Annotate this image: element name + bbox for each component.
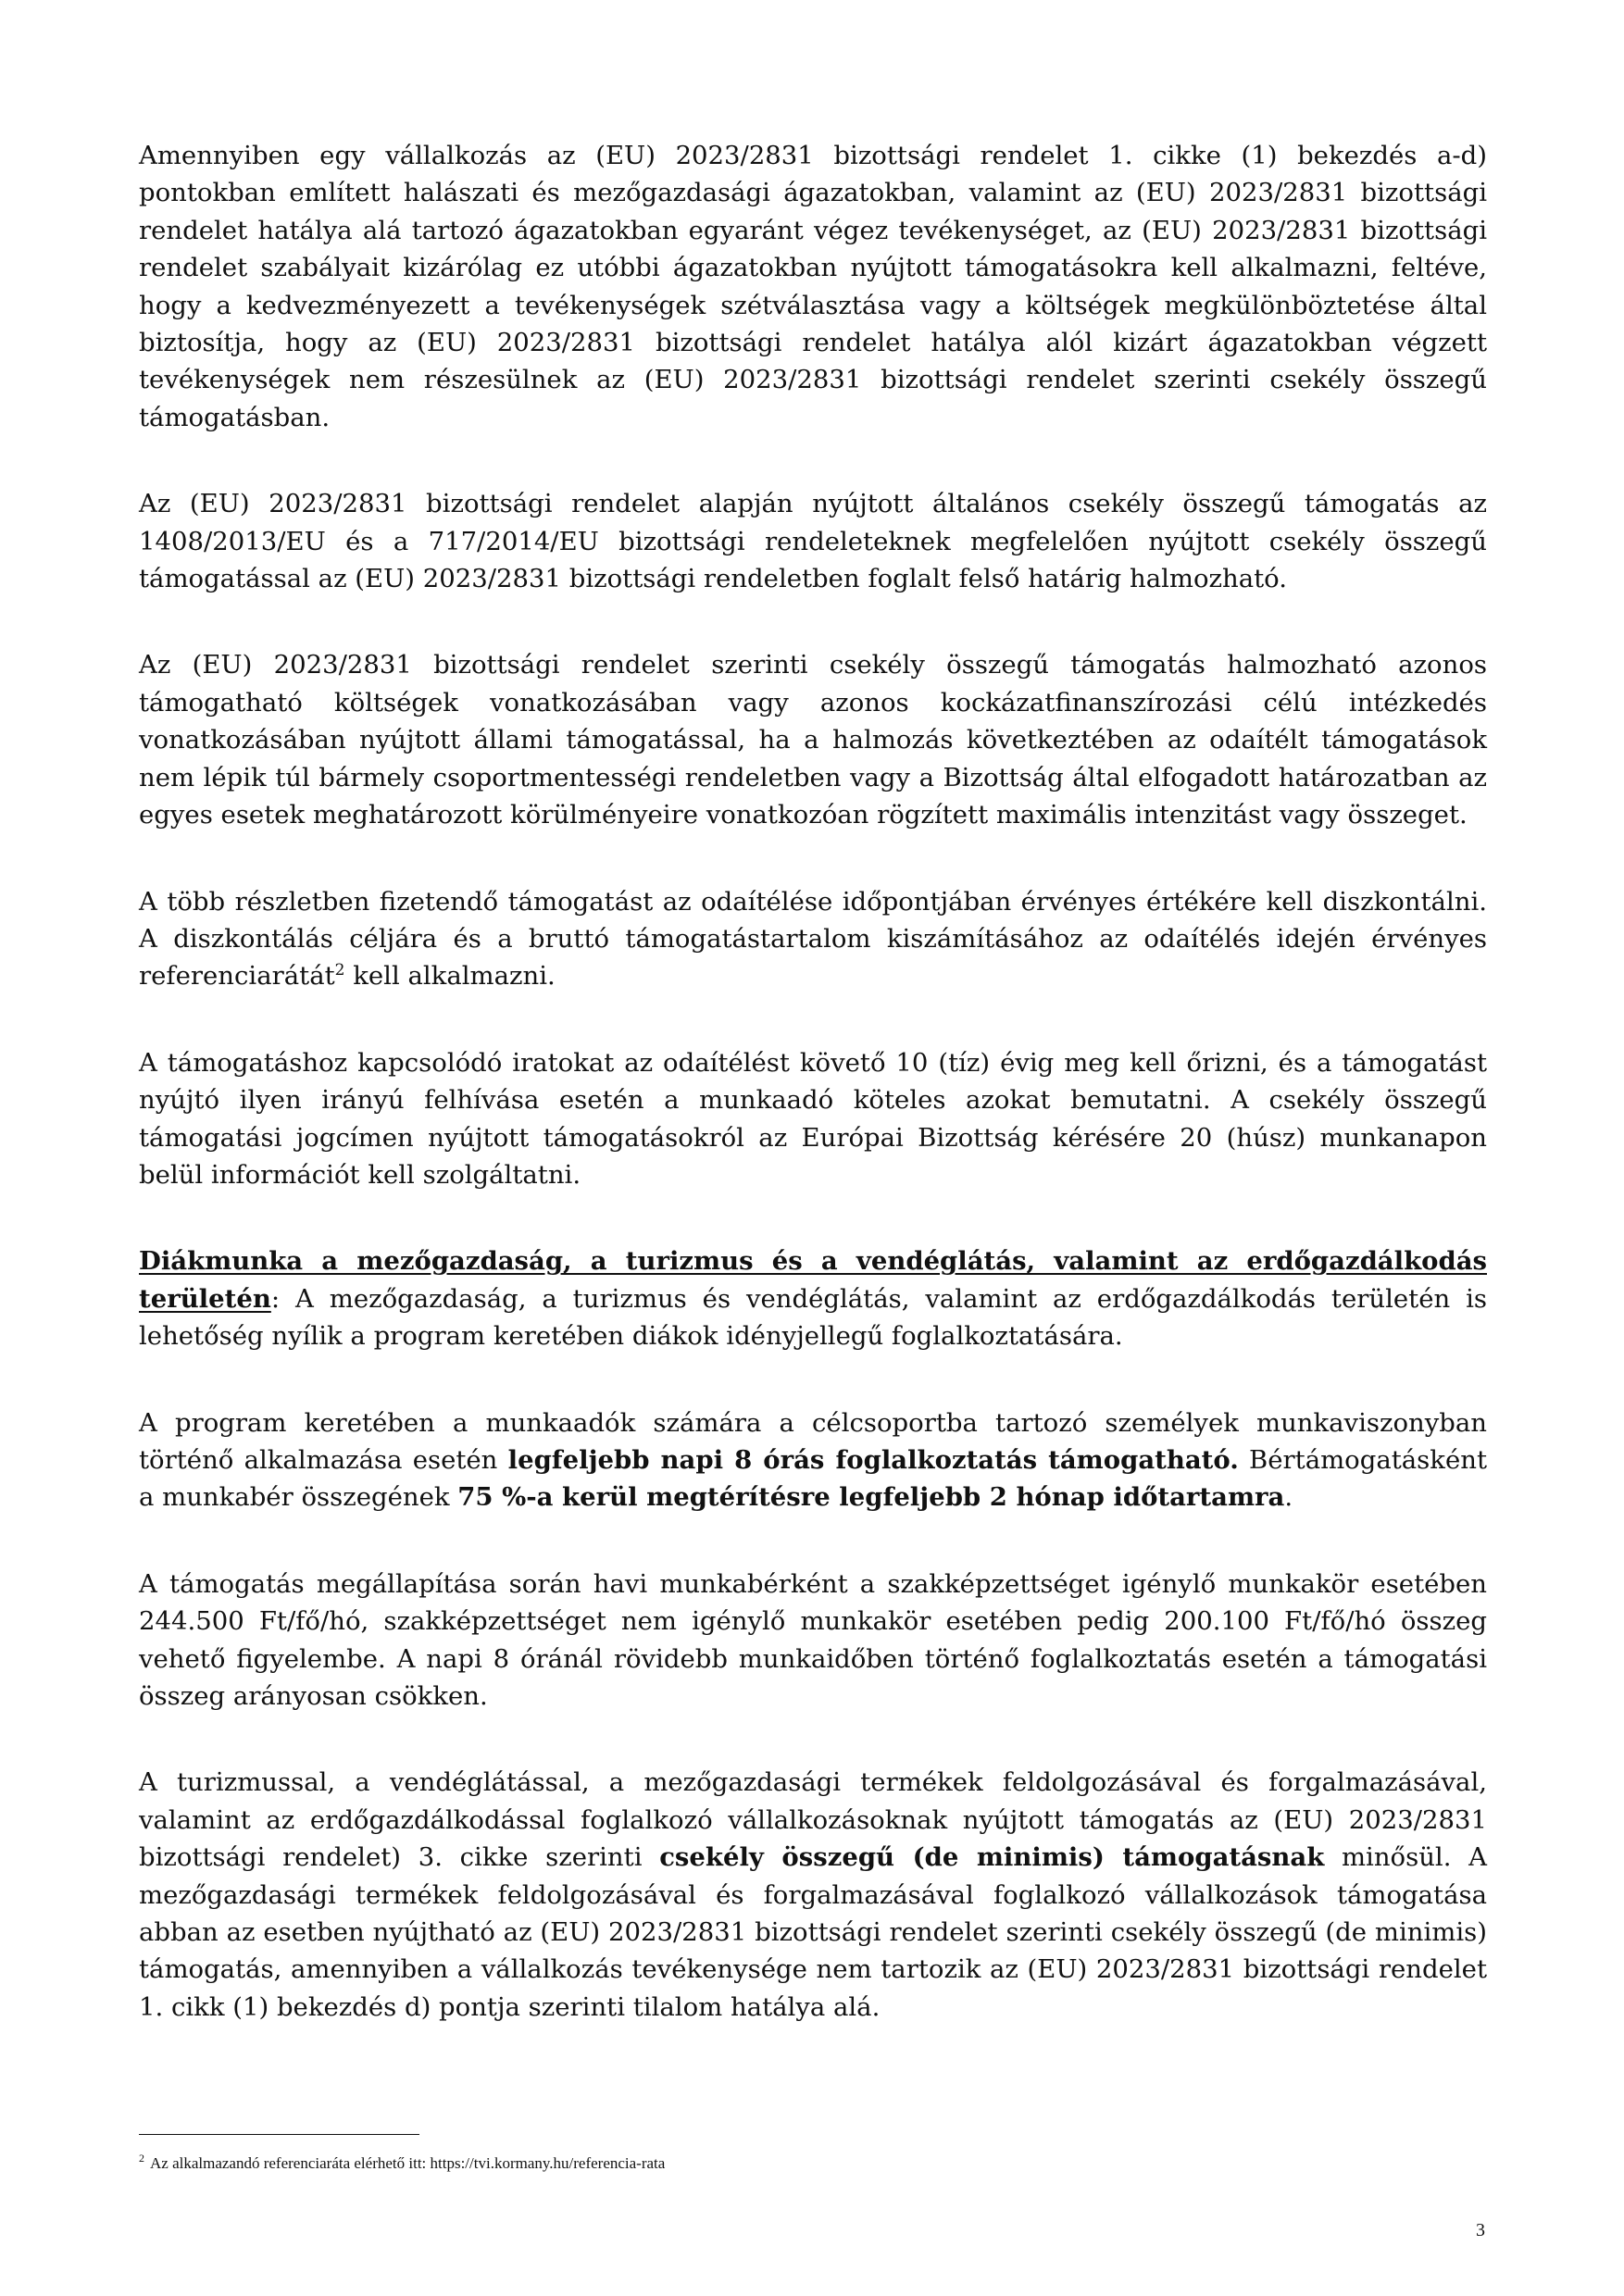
paragraph-wage-amounts: A támogatás megállapítása során havi munkabérként a szakképzettséget igénylő munkakör esetében 244.500 Ft/fő/hó, szakképzettséget nem igénylő munkakör esetében pedig 200.100 Ft/fő/hó összeg vehető figyelembe. A napi 8 óránál rövidebb munkaidőben történő foglalkoztatás esetén a támogatási összeg arányosan csökken. — [139, 1568, 1487, 1711]
section-heading: Diákmunka a mezőgazdaság, a turizmus és a vendéglátás, valamint az erdőgazdálkodás területén — [139, 1246, 1487, 1314]
paragraph-document-retention: A támogatáshoz kapcsolódó iratokat az odaítélést követő 10 (tíz) évig meg kell őrizni, és a támogatást nyújtó ilyen irányú felhívása esetén a munkaadó köteles azokat bemutatni. A csekély összegű támogatási jogcímen nyújtott támogatásokról az Európai Bizottság kérésére 20 (húsz) munkanapon belül információt kell szolgáltatni. — [139, 1047, 1487, 1190]
footnote-separator — [139, 2134, 419, 2135]
paragraph-cumulation-limit: Az (EU) 2023/2831 bizottsági rendelet alapján nyújtott általános csekély összegű támogatás az 1408/2013/EU és a 717/2014/EU bizottsági rendeleteknek megfelelően nyújtott csekély összegű támogatással az (EU) 2023/2831 bizottsági rendeletben foglalt felső határig halmozható. — [139, 489, 1487, 594]
page-number: 3 — [1476, 2220, 1485, 2240]
paragraph-employment-support — [139, 1404, 1487, 1516]
employment-text-2: Bértámogatásként a munkabér összegének — [139, 1444, 1487, 1513]
heading-colon: : — [270, 1283, 281, 1314]
paragraph-discounting — [139, 883, 1487, 995]
de-minimis-text-end: minősül. A mezőgazdasági termékek feldolgozásával és forgalmazásával foglalkozó vállalkozások támogatása abban az esetben nyújtható az (EU) 2023/2831 bizottsági rendelet szerinti csekély összegű (de minimis) támogatás, amennyiben a vállalkozás tevékenysége nem tartozik az (EU) 2023/2831 bizottsági rendelet 1. cikk (1) bekezdés d) pontja szerinti tilalom hatálya alá. — [139, 1842, 1488, 2022]
student-work-text: A mezőgazdaság, a turizmus és vendéglátás, valamint az erdőgazdálkodás területén is lehetőség nyílik a program keretében diákok idényjellegű foglalkoztatására. — [139, 1283, 1487, 1352]
document-body — [139, 137, 1487, 2075]
paragraph-student-work — [139, 1242, 1487, 1354]
paragraph-de-minimis — [139, 1764, 1487, 2026]
footnote-reference: 2 — [334, 961, 345, 980]
discounting-text: A több részletben fizetendő támogatást az odaítélése időpontjában érvényes értékére kell diszkontálni. A diszkontálás céljára és a bruttó támogatástartalom kiszámításához az odaítélés idején érvényes referenciarátát — [139, 886, 1487, 992]
paragraph-sector-separation: Amennyiben egy vállalkozás az (EU) 2023/2831 bizottsági rendelet 1. cikke (1) bekezdés a-d) pontokban említett halászati és mezőgazdasági ágazatokban, valamint az (EU) 2023/2831 bizottsági rendelet hatálya alá tartozó ágazatokban egyaránt végez tevékenységet, az (EU) 2023/2831 bizottsági rendelet szabályait kizárólag ez utóbbi ágazatokban nyújtott támogatásokra kell alkalmazni, feltéve, hogy a kedvezményezett a tevékenységek szétválasztása vagy a költségek megkülönböztetése által biztosítja, hogy az (EU) 2023/2831 bizottsági rendelet hatálya alól kizárt ágazatokban végzett tevékenységek nem részesülnek az (EU) 2023/2831 bizottsági rendelet szerinti csekély összegű támogatásban. — [139, 141, 1487, 432]
footnote-marker: 2 — [139, 2152, 144, 2165]
emphasis-daily-hours: legfeljebb napi 8 órás foglalkoztatás támogatható. — [507, 1444, 1239, 1475]
footnote — [139, 2152, 665, 2175]
emphasis-de-minimis: csekély összegű (de minimis) támogatásnak — [659, 1842, 1325, 1873]
employment-text-end: . — [1284, 1482, 1293, 1513]
discounting-text-end: kell alkalmazni. — [344, 961, 556, 992]
footnote-text: Az alkalmazandó referenciaráta elérhető itt: https://tvi.kormany.hu/referencia-rata — [150, 2154, 666, 2172]
de-minimis-text: A turizmussal, a vendéglátással, a mezőgazdasági termékek feldolgozásával és forgalmazásával, valamint az erdőgazdálkodással foglalkozó vállalkozásoknak nyújtott támogatás az (EU) 2023/2831 bizottsági rendelet) 3. cikke szerinti — [139, 1767, 1487, 1873]
paragraph-state-aid-cumulation: Az (EU) 2023/2831 bizottsági rendelet szerinti csekély összegű támogatás halmozható azonos támogatható költségek vonatkozásában vagy azonos kockázatfinanszírozási célú intézkedés vonatkozásában nyújtott állami támogatással, ha a halmozás következtében az odaítélt támogatások nem lépik túl bármely csoportmentességi rendeletben vagy a Bizottság által elfogadott határozatban az egyes esetek meghatározott körülményeire vonatkozóan rögzített maximális intenzitást vagy összeget. — [139, 650, 1487, 830]
emphasis-reimbursement: 75 %-a kerül megtérítésre legfeljebb 2 hónap időtartamra — [457, 1482, 1285, 1513]
employment-text: A program keretében a munkaadók számára a célcsoportba tartozó személyek munkaviszonyban történő alkalmazása esetén — [139, 1407, 1487, 1475]
